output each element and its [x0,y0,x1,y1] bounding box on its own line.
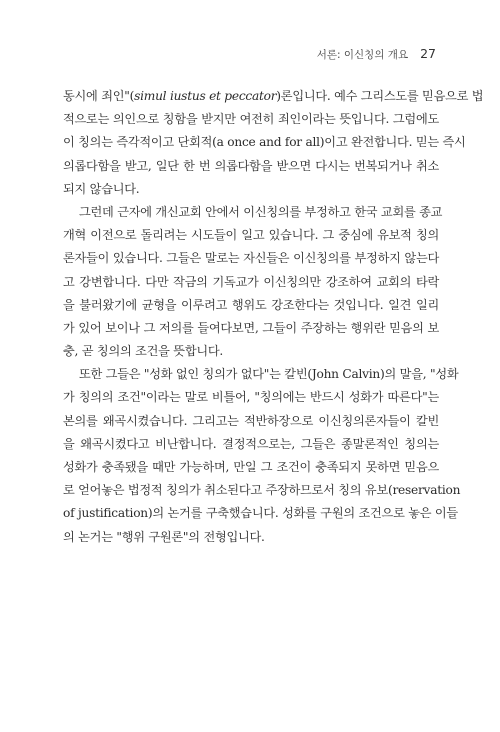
text-line: 성화가 충족됐을 때만 가능하며, 만일 그 조건이 충족되지 못하면 믿음으 [63,460,439,474]
text-line: 개혁 이전으로 돌리려는 시도들이 일고 있습니다. 그 중심에 유보적 칭의 [63,228,439,243]
text-line: 이 칭의는 즉각적이고 단회적(a once and for all)이고 완전합니다. 믿는 즉시 [63,135,466,150]
text-line: 고 강변합니다. 다만 작금의 기독교가 이신칭의만 강조하여 교회의 타락 [63,274,439,289]
text-line: 로 얻어놓은 법정적 칭의가 취소된다고 주장하므로서 칭의 유보(reservation [63,483,461,498]
page-number: 27 [420,46,436,61]
text-line: 가 칭의의 조건"이라는 말로 비틀어, "칭의에는 반드시 성화가 따른다"는 [63,390,439,405]
text-line: 동시에 죄인"(simul iustus et peccator)론입니다. 예수 그리스도를 믿음으로 법 [63,89,484,103]
text-line: 을 불러왔기에 균형을 이루려고 행위도 강조한다는 것입니다. 일견 일리 [63,297,439,312]
text-line: 의롭다함을 받고, 일단 한 번 의롭다함을 받으면 다시는 번복되거나 취소 [63,158,439,173]
running-title: 서론: 이신칭의 개요 [316,49,409,61]
running-header [317,46,436,62]
text-line: 적으로는 의인으로 칭함을 받지만 여전히 죄인이라는 뜻입니다. 그럼에도 [63,112,439,127]
text-line: of justification)의 논거를 구축했습니다. 성화를 구원의 조건으로 놓은 이들 [63,506,458,521]
text-line: 또한 그들은 "성화 없인 칭의가 없다"는 칼빈(John Calvin)의 말을, "성화 [79,367,459,382]
text-line: 론자들이 있습니다. 그들은 말로는 자신들은 이신칭의를 부정하지 않는다 [63,251,439,266]
text-line: 충, 곧 칭의의 조건을 뜻합니다. [63,344,224,359]
body-text [63,85,484,549]
text-line: 가 있어 보이나 그 저의를 들여다보면, 그들이 주장하는 행위란 믿음의 보 [63,320,439,335]
text-line: 본의를 왜곡시켰습니다. 그리고는 적반하장으로 이신칭의론자들이 칼빈 [63,413,439,428]
text-line: 그런데 근자에 개신교회 안에서 이신칭의를 부정하고 한국 교회를 종교 [79,204,443,219]
text-line: 의 논거는 "행위 구원론"의 전형입니다. [63,529,265,544]
text-line: 되지 않습니다. [63,181,140,196]
latin-phrase: simul iustus et peccator [134,89,277,103]
text-line: 을 왜곡시켰다고 비난합니다. 결정적으로는, 그들은 종말론적인 칭의는 [63,436,439,451]
